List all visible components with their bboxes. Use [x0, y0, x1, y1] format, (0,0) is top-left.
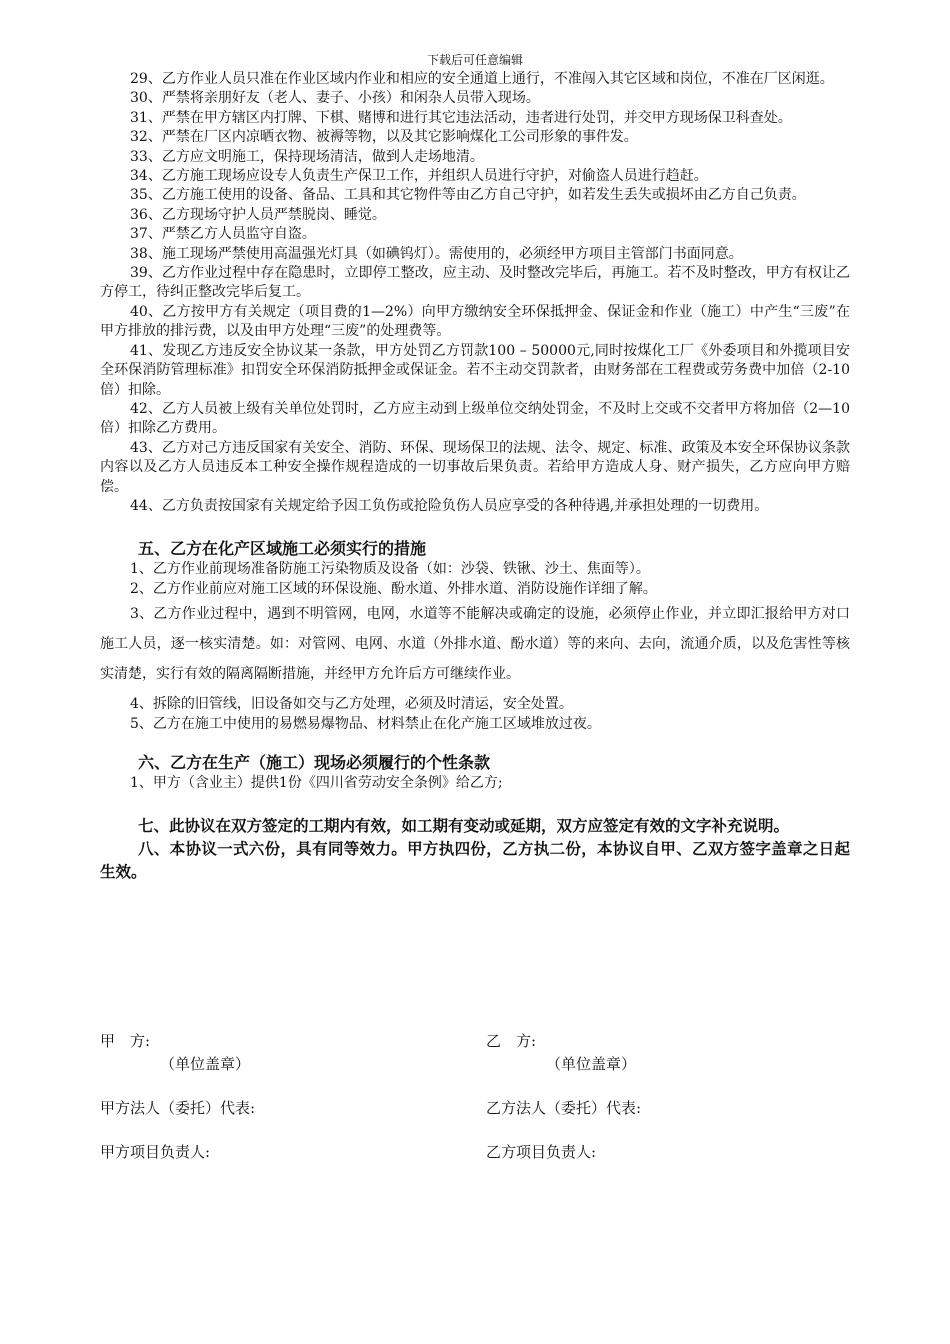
section-8-text: 八、本协议一式六份，具有同等效力。甲方执四份，乙方执二份，本协议自甲、乙双方签字盖章之日起生效。 [100, 840, 850, 882]
section-5-item-2: 2、乙方作业前应对施工区域的环保设施、酚水道、外排水道、消防设施作详细了解。 [130, 580, 657, 597]
section-6-heading: 六、乙方在生产（施工）现场必须履行的个性条款 [138, 752, 491, 772]
clause-43: 43、乙方对己方违反国家有关安全、消防、环保、现场保卫的法规、法令、规定、标准、政策及本安全环保协议条款内容以及乙方人员违反本工种安全操作规程造成的一切事故后果负责。若给甲方造成人身、财产损失，乙方应向甲方赔偿。 [100, 439, 850, 495]
clause-34: 34、乙方施工现场应设专人负责生产保卫工作，并组织人员进行守护，对偷盗人员进行趋赶。 [130, 168, 708, 185]
clause-35: 35、乙方施工使用的设备、备品、工具和其它物件等由乙方自己守护，如若发生丢失或损坏由乙方自己负责。 [130, 187, 806, 204]
party-a-stamp: （单位盖章） [160, 1055, 251, 1073]
clause-39: 39、乙方作业过程中存在隐患时，立即停工整改，应主动、及时整改完毕后，再施工。若不及时整改，甲方有权让乙方停工，待纠正整改完毕后复工。 [100, 265, 850, 301]
section-5-item-5: 5、乙方在施工中使用的易燃易爆物品、材料禁止在化产施工区域堆放过夜。 [130, 715, 601, 732]
clause-31: 31、严禁在甲方辖区内打牌、下棋、赌博和进行其它违法活动，违者进行处罚，并交甲方现场保卫科查处。 [130, 109, 792, 126]
clause-38: 38、施工现场严禁使用高温强光灯具（如碘钨灯）。需使用的，必须经甲方项目主管部门书面同意。 [130, 245, 743, 262]
clause-40: 40、乙方按甲方有关规定（项目费的1—2%）向甲方缴纳安全环保抵押金、保证金和作业（施工）中产生“三废”在甲方排放的排污费，以及由甲方处理“三废”的处理费等。 [100, 303, 850, 340]
clause-29: 29、乙方作业人员只准在作业区域内作业和相应的安全通道上通行，不准闯入其它区域和岗位，不准在厂区闲逛。 [130, 71, 834, 87]
document-body [100, 70, 850, 884]
clause-44: 44、乙方负责按国家有关规定给予因工负伤或抢险负伤人员应享受的各种待遇,并承担处理的一切费用。 [130, 497, 769, 514]
clause-32: 32、严禁在厂区内凉晒衣物、被褥等物，以及其它影响煤化工公司形象的事件发。 [130, 129, 638, 146]
party-b-representative: 乙方法人（委托）代表: [486, 1099, 642, 1117]
section-5-item-3: 3、乙方作业过程中，遇到不明管网，电网，水道等不能解决或确定的设施，必须停止作业，并立即汇报给甲方对口施工人员，逐一核实清楚。如：对管网、电网、水道（外排水道、酚水道）等的来向、去向，流通介质，以及危害性等核实清楚，实行有效的隔离隔断措施，并经甲方允许后方可继续作业。 [100, 606, 850, 683]
clause-36: 36、乙方现场守护人员严禁脱岗、睡觉。 [130, 206, 386, 223]
section-5-item-4: 4、拆除的旧管线，旧设备如交与乙方处理，必须及时清运，安全处置。 [130, 696, 573, 713]
clause-42: 42、乙方人员被上级有关单位处罚时，乙方应主动到上级单位交纳处罚金，不及时上交或不交者甲方将加倍（2—10倍）扣除乙方费用。 [100, 400, 850, 437]
party-a-representative: 甲方法人（委托）代表: [100, 1099, 256, 1117]
clause-30: 30、严禁将亲朋好友（老人、妻子、小孩）和闲杂人员带入现场。 [130, 90, 540, 107]
clause-33: 33、乙方应文明施工，保持现场清洁，做到人走场地清。 [130, 148, 484, 165]
page-header: 下载后可任意编辑 [426, 53, 523, 67]
party-b-label: 乙 方: [486, 1032, 537, 1050]
party-b-project-lead: 乙方项目负责人: [486, 1143, 597, 1161]
clause-37: 37、严禁乙方人员监守自盗。 [130, 226, 316, 243]
section-6-item-1: 1、甲方（含业主）提供1份《四川省劳动安全条例》给乙方; [130, 774, 503, 791]
party-b-stamp: （单位盖章） [546, 1055, 637, 1073]
party-a-project-lead: 甲方项目负责人: [100, 1143, 211, 1161]
section-5-item-1: 1、乙方作业前现场准备防施工污染物质及设备（如：沙袋、铁锹、沙土、焦面等）。 [130, 561, 650, 578]
party-a-label: 甲 方: [100, 1032, 151, 1050]
section-7-text: 七、此协议在双方签定的工期内有效，如工期有变动或延期，双方应签定有效的文字补充说明。 [138, 817, 790, 836]
section-5-heading: 五、乙方在化产区域施工必须实行的措施 [138, 539, 427, 559]
clause-41: 41、发现乙方违反安全协议某一条款，甲方处罚乙方罚款100 – 50000元,同时按煤化工厂《外委项目和外揽项目安全环保消防管理标准》扣罚安全环保消防抵押金或保证金。若不主动交罚款者，由财务部在工程费或劳务费中加倍（2-10倍）扣除。 [100, 342, 850, 398]
